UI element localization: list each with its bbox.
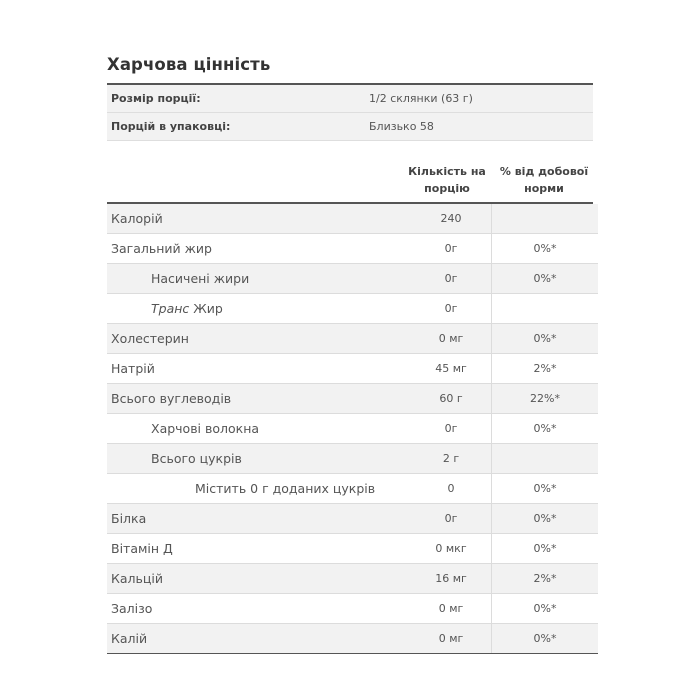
nutrient-daily-value: 0%* (492, 324, 599, 354)
nutrient-name-text: Вітамін Д (111, 541, 173, 556)
page-title: Харчова цінність (107, 52, 593, 85)
nutrient-name (107, 264, 411, 294)
nutrient-amount: 45 мг (411, 354, 492, 384)
nutrient-name (107, 294, 411, 324)
nutrition-facts-panel (107, 52, 593, 654)
nutrient-daily-value: 2%* (492, 354, 599, 384)
nutrient-amount: 0г (411, 264, 492, 294)
nutrient-amount: 0 (411, 474, 492, 504)
nutrient-daily-value: 0%* (492, 234, 599, 264)
nutrient-row (107, 234, 598, 264)
nutrient-row (107, 564, 598, 594)
percent-header-line-1: % від добової (499, 165, 589, 178)
nutrient-amount: 60 г (411, 384, 492, 414)
nutrient-amount: 0 мг (411, 324, 492, 354)
serving-size-value: 1/2 склянки (63 г) (365, 85, 593, 113)
amount-per-serving-header (407, 163, 487, 197)
nutrient-name-text: Жир (189, 301, 223, 316)
nutrient-name (107, 564, 411, 594)
nutrient-name (107, 354, 411, 384)
nutrient-name (107, 414, 411, 444)
nutrient-name (107, 444, 411, 474)
nutrient-daily-value: 0%* (492, 624, 599, 654)
serving-size-label: Розмір порції: (107, 85, 365, 113)
nutrient-name (107, 204, 411, 234)
nutrient-amount: 0 мг (411, 624, 492, 654)
amount-header-line-1: Кількість на (408, 165, 486, 178)
nutrient-name-text: Натрій (111, 361, 155, 376)
nutrient-name (107, 474, 411, 504)
nutrient-row (107, 474, 598, 504)
nutrients-table (107, 204, 598, 654)
nutrient-name-text: Калій (111, 631, 148, 646)
nutrient-name-text: Залізо (111, 601, 153, 616)
nutrient-name (107, 324, 411, 354)
nutrient-name-text: Всього цукрів (151, 451, 242, 466)
nutrient-row (107, 444, 598, 474)
nutrient-name-text: Білка (111, 511, 147, 526)
nutrient-name-text: Калорій (111, 211, 163, 226)
nutrient-name-text: Містить 0 г доданих цукрів (195, 481, 376, 496)
nutrient-daily-value: 0%* (492, 474, 599, 504)
nutrient-name-text: Кальцій (111, 571, 163, 586)
nutrient-amount: 0г (411, 234, 492, 264)
nutrient-amount: 240 (411, 204, 492, 234)
amount-header-line-2: порцію (424, 182, 470, 195)
nutrient-name (107, 534, 411, 564)
nutrient-name-text: Холестерин (111, 331, 189, 346)
nutrient-row (107, 324, 598, 354)
nutrient-amount: 2 г (411, 444, 492, 474)
nutrient-name-text: Харчові волокна (151, 421, 260, 436)
nutrient-daily-value (492, 444, 599, 474)
daily-value-header (495, 163, 593, 197)
nutrient-name-text: Загальний жир (111, 241, 212, 256)
nutrient-name-italic: Транс (151, 301, 190, 316)
nutrient-name-text: Насичені жири (151, 271, 250, 286)
nutrient-daily-value (492, 294, 599, 324)
serving-info-table (107, 85, 593, 141)
servings-per-container-row (107, 113, 593, 141)
nutrient-row (107, 414, 598, 444)
nutrient-daily-value: 0%* (492, 414, 599, 444)
nutrient-row (107, 384, 598, 414)
nutrient-amount: 0г (411, 414, 492, 444)
nutrient-name-text: Всього вуглеводів (111, 391, 232, 406)
nutrient-amount: 16 мг (411, 564, 492, 594)
nutrient-amount: 0 мг (411, 594, 492, 624)
nutrient-row (107, 204, 598, 234)
nutrient-row (107, 624, 598, 654)
servings-per-container-label: Порцій в упаковці: (107, 113, 365, 141)
nutrient-name (107, 504, 411, 534)
nutrient-row (107, 534, 598, 564)
nutrient-row (107, 294, 598, 324)
nutrient-name (107, 624, 411, 654)
serving-size-row (107, 85, 593, 113)
nutrient-daily-value: 2%* (492, 564, 599, 594)
column-header (107, 141, 593, 204)
nutrient-row (107, 594, 598, 624)
nutrient-daily-value: 0%* (492, 594, 599, 624)
nutrient-daily-value: 22%* (492, 384, 599, 414)
nutrient-name (107, 594, 411, 624)
servings-per-container-value: Близько 58 (365, 113, 593, 141)
nutrient-amount: 0 мкг (411, 534, 492, 564)
nutrient-daily-value: 0%* (492, 264, 599, 294)
nutrient-amount: 0г (411, 294, 492, 324)
nutrient-row (107, 354, 598, 384)
nutrient-name (107, 384, 411, 414)
nutrient-name (107, 234, 411, 264)
nutrient-daily-value: 0%* (492, 534, 599, 564)
percent-header-line-2: норми (524, 182, 564, 195)
nutrient-row (107, 264, 598, 294)
nutrient-row (107, 504, 598, 534)
nutrient-daily-value: 0%* (492, 504, 599, 534)
nutrient-daily-value (492, 204, 599, 234)
nutrient-amount: 0г (411, 504, 492, 534)
